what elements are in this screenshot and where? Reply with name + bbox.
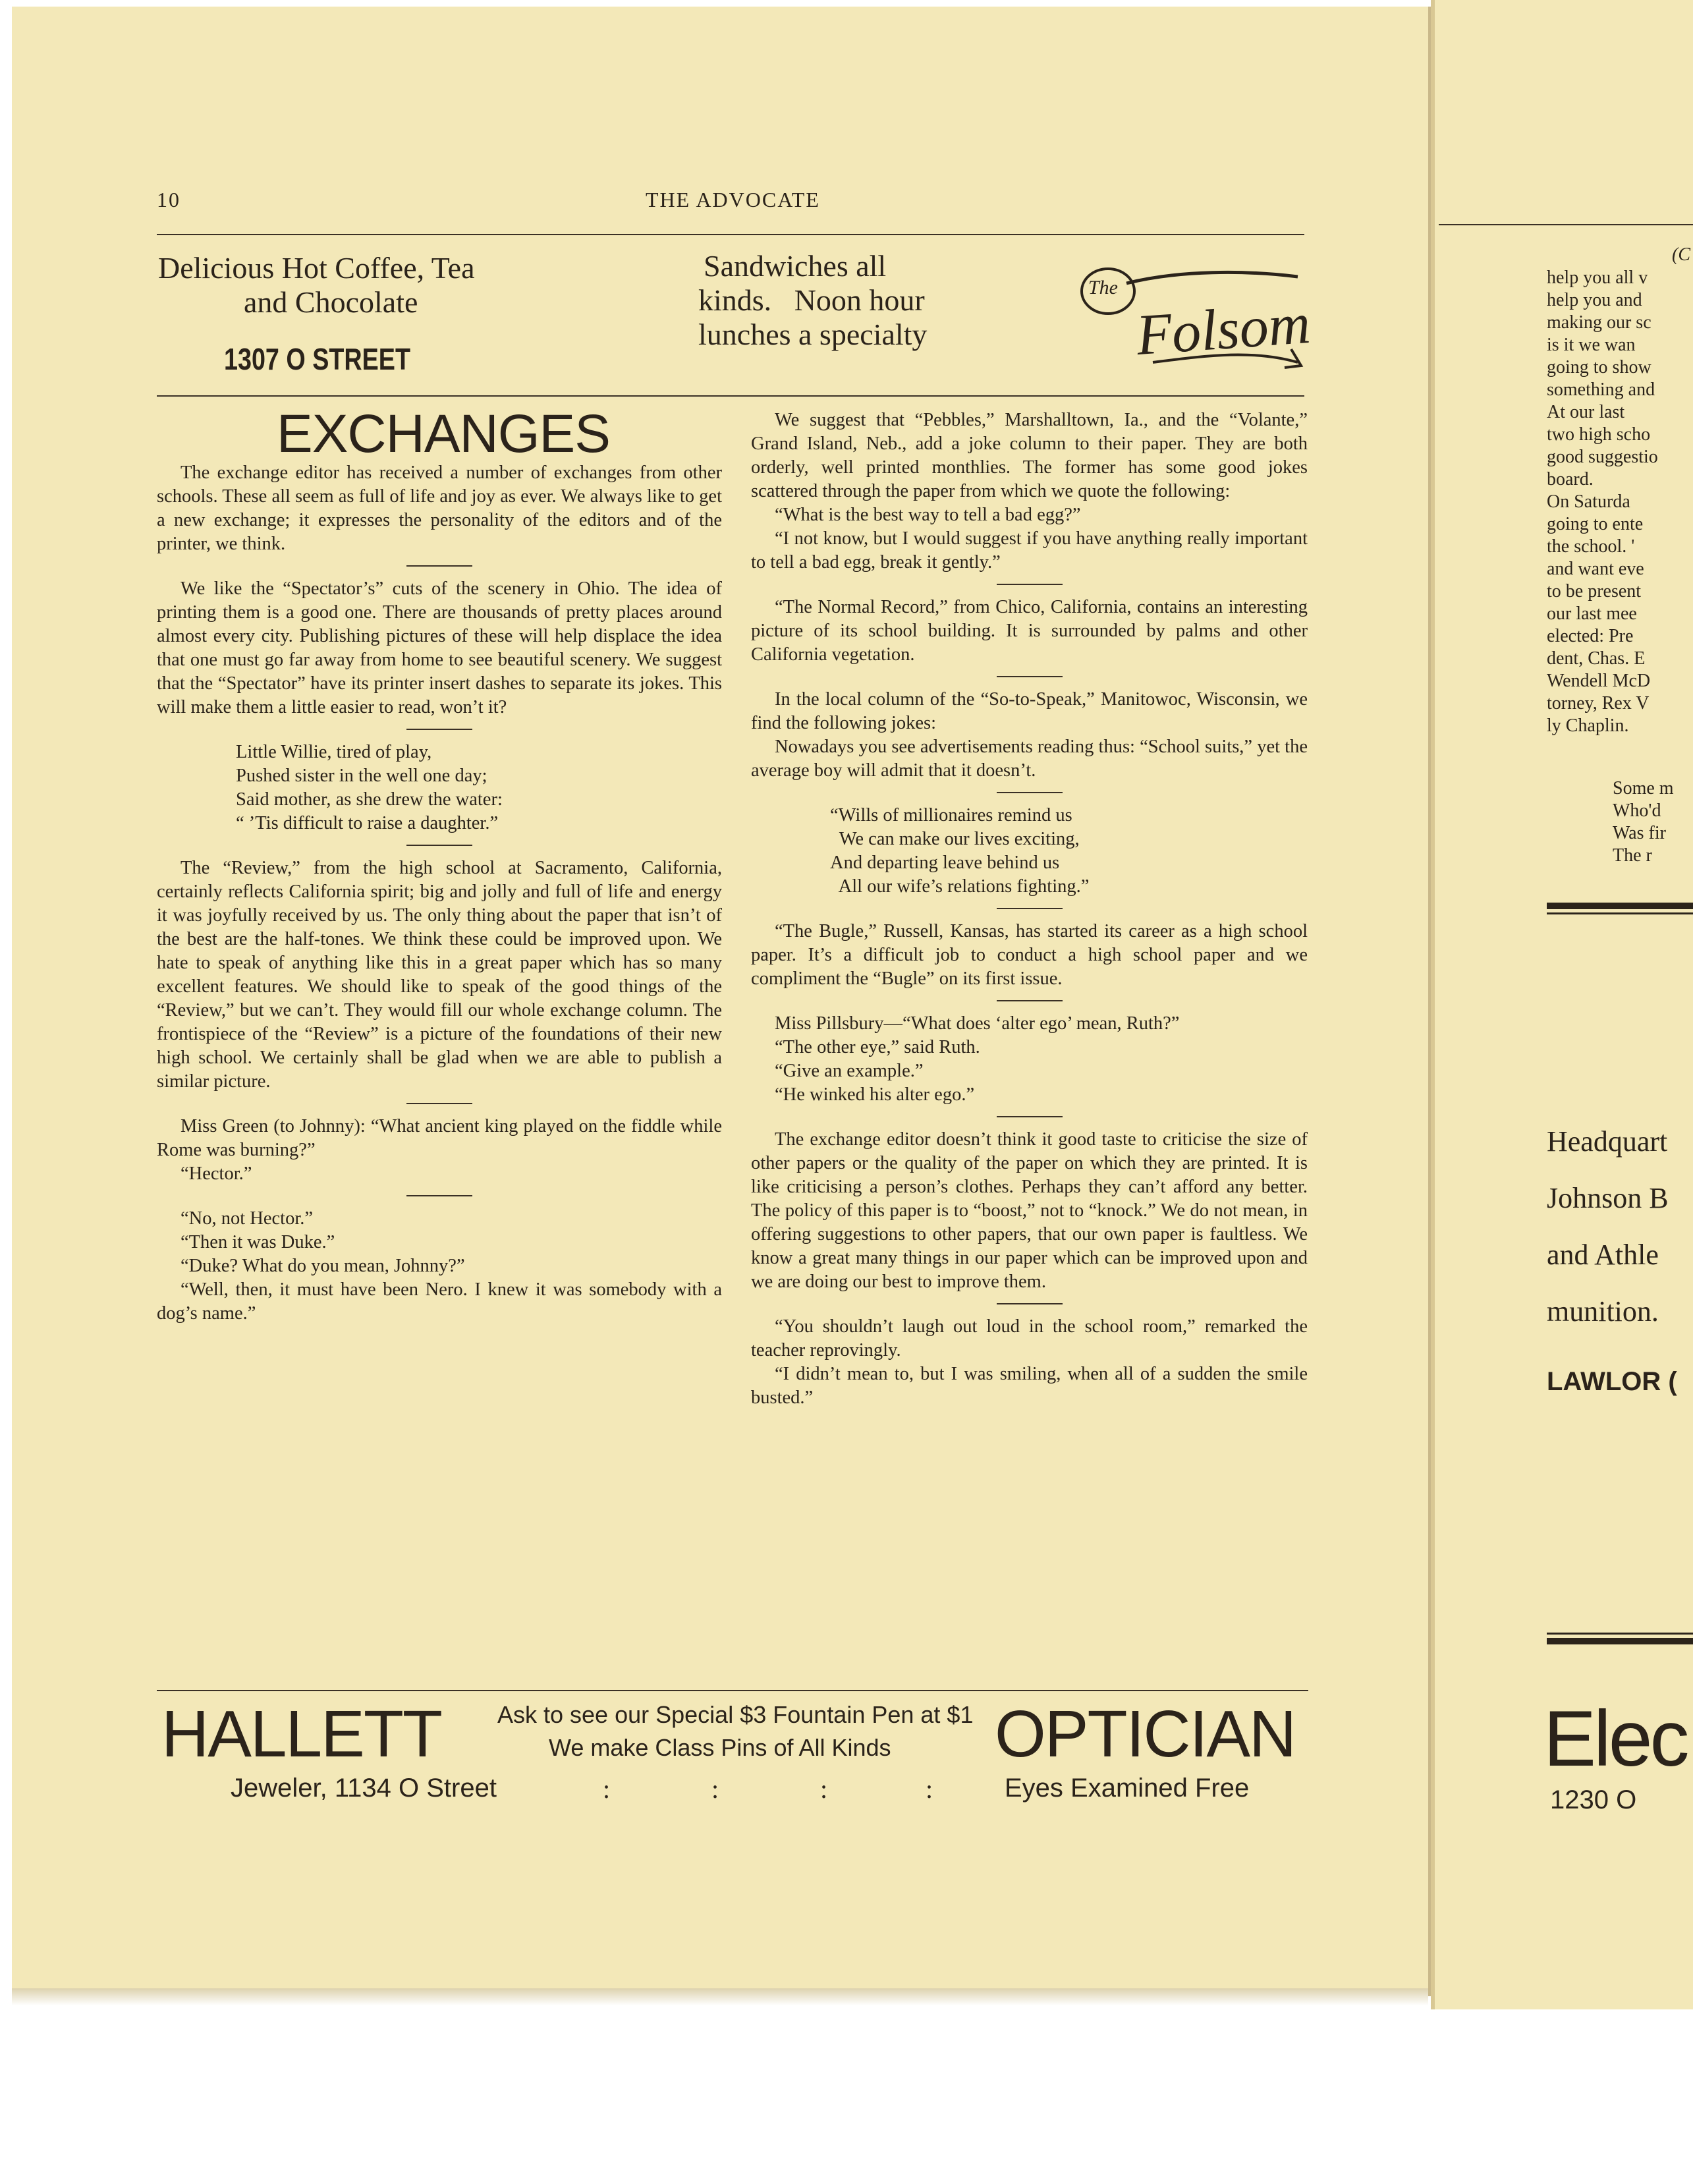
next-page-line: On Saturda [1547, 491, 1630, 512]
paragraph: Nowadays you see advertisements reading thus: “School suits,” yet the average boy will admit that it doesn’t. [751, 737, 1308, 781]
next-page-ad-line: munition. [1547, 1295, 1659, 1328]
bottom-ad-rule [157, 1690, 1308, 1691]
next-page-verse-line: Who'd [1613, 800, 1661, 821]
folsom-ad-middle [698, 249, 927, 352]
poem-line: Pushed sister in the well one day; [236, 766, 487, 786]
colon-4: : [926, 1774, 933, 1804]
next-page [1431, 0, 1693, 2009]
running-title: THE ADVOCATE [646, 188, 820, 211]
poem-line: All our wife’s relations fighting.” [830, 876, 1090, 897]
folsom-ad-line2: and Chocolate [244, 285, 418, 319]
poem [236, 741, 722, 835]
next-page-line: dent, Chas. E [1547, 648, 1646, 669]
right-column [751, 408, 1308, 1410]
folsom-logo-name: Folsom [1134, 291, 1313, 368]
poem-line: “Wills of millionaires remind us [830, 805, 1072, 826]
paragraph: We like the “Spectator’s” cuts of the scenery in Ohio. The idea of printing them is a good one. There are thousands of pretty places around almost every city. Publishing pictures of these will help displace the idea that one must go far away from home to see beautiful scenery. We suggest that the “Spectator” have its printer insert dashes to separate its jokes. This will make them a little easier to read, won’t it? [157, 578, 722, 717]
header-rule [157, 234, 1304, 235]
paragraph: The “Review,” from the high school at Sacramento, California, certainly reflects California spirit; big and jolly and full of life and energy it was joyfully received by us. The only thing about the paper that isn’t of the best are the half-tones. We think these could be improved upon. We hate to speak of anything like this in a great paper which has so many excellent features. We should like to speak of the good things of the “Review,” but we can’t. They would fill our whole exchange column. The frontispiece of the “Review” is a picture of the foundations of their new high school. We certainly shall be glad when we are able to publish a similar picture. [157, 858, 722, 1092]
next-page-line: going to show [1547, 357, 1651, 378]
next-page-bar-4 [1547, 1638, 1693, 1644]
next-page-line: to be present [1547, 581, 1642, 602]
next-page-line: board. [1547, 469, 1594, 490]
colon-1: : [603, 1774, 611, 1804]
folsom-middle-line2: kinds. Noon hour [698, 283, 925, 317]
separator-rule [997, 1303, 1063, 1304]
page-edge-shadow [12, 1988, 1428, 2005]
next-page-line: two high scho [1547, 424, 1651, 445]
colon-3: : [820, 1774, 828, 1804]
folsom-logo [1074, 250, 1311, 382]
paragraph: “Duke? What do you mean, Johnny?” [180, 1256, 465, 1276]
folsom-middle-line1: Sandwiches all [704, 249, 887, 283]
next-page-ad-line: Johnson B [1547, 1182, 1669, 1214]
next-page-line: our last mee [1547, 603, 1637, 624]
separator-rule [997, 676, 1063, 677]
hallett-special: Ask to see our Special $3 Fountain Pen at $1 [497, 1701, 974, 1728]
next-page-line: Wendell McD [1547, 671, 1651, 691]
separator-rule [997, 1116, 1063, 1117]
paragraph: “The Bugle,” Russell, Kansas, has started its career as a high school paper. It’s a difficult job to conduct a high school paper and we compliment the “Bugle” on its first issue. [751, 921, 1308, 989]
colon-2: : [711, 1774, 719, 1804]
separator-rule [997, 1000, 1063, 1001]
next-page-bar-2 [1547, 912, 1693, 914]
next-page-line: is it we wan [1547, 335, 1636, 355]
paragraph: “The other eye,” said Ruth. [775, 1037, 980, 1057]
poem-line: And departing leave behind us [830, 853, 1060, 873]
folsom-address: 1307 O STREET [224, 342, 411, 376]
paragraph: “I didn’t mean to, but I was smiling, when all of a sudden the smile busted.” [751, 1364, 1308, 1408]
next-page-line: ly Chaplin. [1547, 715, 1629, 736]
separator-rule [406, 1195, 472, 1196]
separator-rule [406, 845, 472, 846]
next-page-line: help you all v [1547, 267, 1648, 288]
folsom-ad-line1: Delicious Hot Coffee, Tea [158, 251, 475, 285]
separator-rule [997, 908, 1063, 909]
separator-rule [997, 584, 1063, 585]
next-page-ad-line: and Athle [1547, 1239, 1659, 1271]
paragraph: “No, not Hector.” [180, 1208, 314, 1229]
paragraph: “I not know, but I would suggest if you have anything really important to tell a bad egg, break it gently.” [751, 528, 1308, 573]
folsom-logo-the: The [1088, 277, 1118, 298]
next-page-ad [1547, 1113, 1669, 1340]
next-page-address: 1230 O [1550, 1785, 1637, 1814]
next-page-line: help you and [1547, 290, 1642, 310]
exchanges-heading: EXCHANGES [277, 404, 610, 464]
eyes-examined: Eyes Examined Free [1005, 1774, 1250, 1803]
paragraph: “You shouldn’t laugh out loud in the school room,” remarked the teacher reprovingly. [751, 1316, 1308, 1360]
next-page-verse-line: The r [1613, 845, 1652, 866]
hallett-name: HALLETT [161, 1697, 442, 1771]
poem-line: “ ’Tis difficult to raise a daughter.” [236, 813, 499, 833]
folsom-middle-line3: lunches a specialty [698, 318, 928, 351]
optician-label: OPTICIAN [995, 1697, 1296, 1771]
paragraph: The exchange editor doesn’t think it good taste to criticise the size of other papers or the quality of the paper on which they are printed. It is like criticising a person’s clothes. Perhaps they can’t afford any better. The policy of this paper is to “boost,” not to “knock.” We do not mean, in offering suggestions to other papers, that our own paper is faultless. We know a great many things in our paper which can be improved upon and we are doing our best to improve them. [751, 1129, 1308, 1292]
paragraph: “Give an example.” [775, 1061, 924, 1081]
next-page-line: going to ente [1547, 514, 1644, 534]
next-page-line: good suggestio [1547, 447, 1658, 467]
next-page-text [1547, 267, 1658, 737]
next-page-line: elected: Pre [1547, 626, 1634, 646]
next-page-line: the school. ' [1547, 536, 1635, 557]
next-page-line: At our last [1547, 402, 1625, 422]
paragraph: The exchange editor has received a number of exchanges from other schools. These all seem as full of life and joy as ever. We always like to get a new exchange; it expresses the personality of the editors and of the printer, we think. [157, 462, 722, 554]
next-page-verse-line: Some m [1613, 778, 1674, 798]
ad-rule [157, 395, 1304, 397]
next-page-bar-1 [1547, 903, 1693, 909]
left-column [157, 461, 722, 1326]
separator-rule [997, 792, 1063, 793]
next-page-ad-line: Headquart [1547, 1125, 1668, 1158]
poem-line: Little Willie, tired of play, [236, 742, 432, 762]
paragraph: Miss Pillsbury—“What does ‘alter ego’ mean, Ruth?” [775, 1013, 1180, 1034]
separator-rule [406, 1103, 472, 1104]
next-page-ad-bold: LAWLOR ( [1547, 1367, 1677, 1396]
paragraph: In the local column of the “So-to-Speak,” Manitowoc, Wisconsin, we find the following jokes: [751, 689, 1308, 733]
paragraph: We suggest that “Pebbles,” Marshalltown, Ia., and the “Volante,” Grand Island, Neb., add a joke column to their paper. They are both orderly, well printed monthlies. The former has some good jokes scattered through the paper from which we quote the following: [751, 410, 1308, 501]
paragraph: “The Normal Record,” from Chico, California, contains an interesting picture of its school building. It is surrounded by palms and other California vegetation. [751, 597, 1308, 665]
next-page-rule [1439, 224, 1693, 225]
next-page-big: Elec [1543, 1694, 1687, 1783]
poem-line: We can make our lives exciting, [830, 829, 1080, 849]
paragraph: “Hector.” [180, 1163, 252, 1184]
next-page-verse [1613, 777, 1674, 867]
poem-line: Said mother, as she drew the water: [236, 789, 503, 810]
paragraph: “He winked his alter ego.” [775, 1084, 975, 1105]
paragraph: “What is the best way to tell a bad egg?” [775, 505, 1081, 525]
paragraph: “Then it was Duke.” [180, 1232, 335, 1252]
paragraph: Miss Green (to Johnny): “What ancient king played on the fiddle while Rome was burning?” [157, 1116, 722, 1160]
next-page-bar-3 [1547, 1633, 1693, 1635]
separator-rule [406, 565, 472, 567]
hallett-jeweler: Jeweler, 1134 O Street [231, 1774, 497, 1803]
next-page-label: (C [1672, 244, 1690, 265]
hallett-class-pins: We make Class Pins of All Kinds [549, 1734, 891, 1761]
next-page-line: something and [1547, 379, 1655, 400]
next-page-line: and want eve [1547, 559, 1644, 579]
paragraph: “Well, then, it must have been Nero. I knew it was somebody with a dog’s name.” [157, 1279, 722, 1324]
page-number: 10 [157, 188, 180, 211]
next-page-verse-line: Was fir [1613, 823, 1666, 843]
next-page-line: making our sc [1547, 312, 1651, 333]
next-page-line: torney, Rex V [1547, 693, 1650, 714]
poem [830, 804, 1308, 899]
separator-rule [406, 729, 472, 730]
